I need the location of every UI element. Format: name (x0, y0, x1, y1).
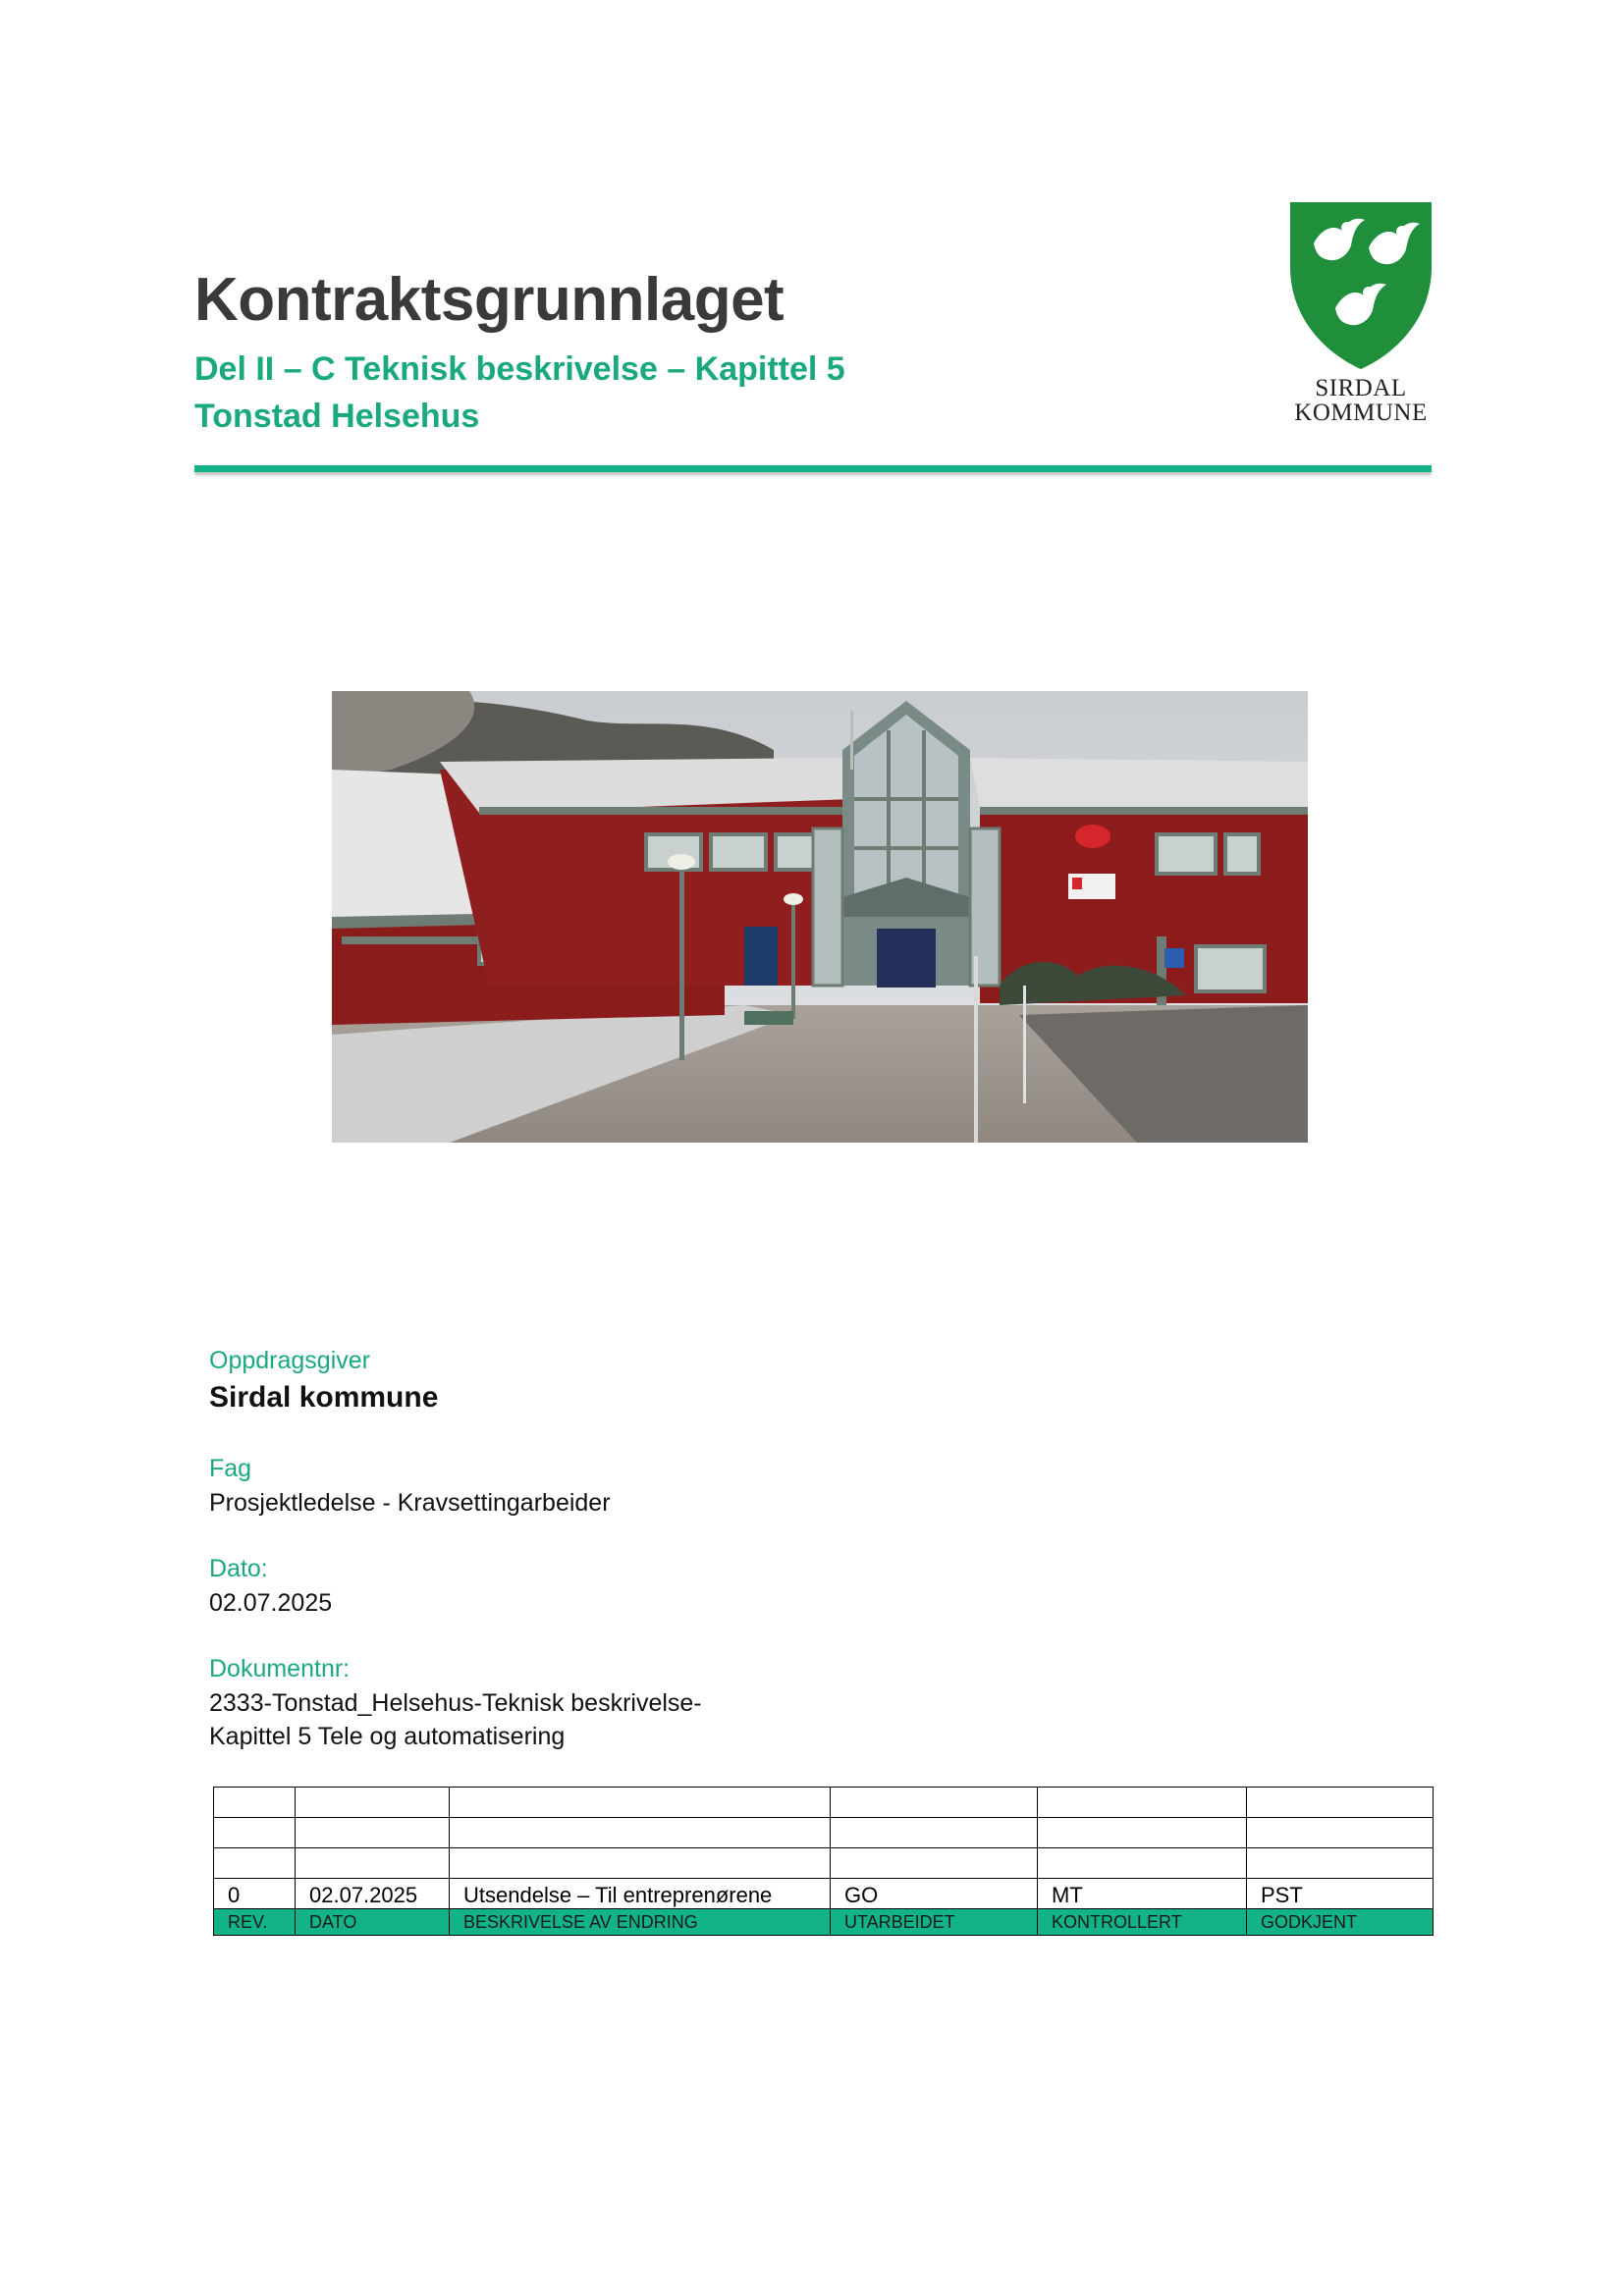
header-description: BESKRIVELSE AV ENDRING (450, 1909, 831, 1936)
revision-prepared-by: GO (831, 1879, 1038, 1909)
date-value: 02.07.2025 (209, 1589, 333, 1617)
document-number-line2: Kapittel 5 Tele og automatisering (209, 1723, 566, 1750)
header-prepared: UTARBEIDET (831, 1909, 1038, 1936)
table-cell (296, 1848, 450, 1879)
table-row (214, 1848, 1434, 1879)
document-number-line1: 2333-Tonstad_Helsehus-Teknisk beskrivelse- (209, 1689, 702, 1717)
table-cell (214, 1818, 296, 1848)
sirdal-kommune-logo (1286, 198, 1435, 425)
header-divider (194, 465, 1432, 472)
date-label: Dato: (209, 1555, 268, 1582)
logo-text-line2: KOMMUNE (1294, 400, 1428, 426)
header-checked: KONTROLLERT (1038, 1909, 1247, 1936)
header-date: DATO (296, 1909, 450, 1936)
document-number-label: Dokumentnr: (209, 1655, 351, 1682)
revision-description: Utsendelse – Til entreprenørene (450, 1879, 831, 1909)
table-cell (1247, 1788, 1434, 1818)
header-rev: REV. (214, 1909, 296, 1936)
table-cell (450, 1788, 831, 1818)
table-cell (1038, 1848, 1247, 1879)
building-photo (332, 691, 1308, 1143)
table-header-row (214, 1909, 1434, 1936)
table-cell (214, 1788, 296, 1818)
document-title: Kontraktsgrunnlaget (194, 266, 785, 334)
client-value: Sirdal kommune (209, 1381, 439, 1414)
revision-date: 02.07.2025 (296, 1879, 450, 1909)
table-cell (296, 1788, 450, 1818)
table-cell (296, 1818, 450, 1848)
table-cell (450, 1818, 831, 1848)
client-label: Oppdragsgiver (209, 1347, 370, 1374)
subject-value: Prosjektledelse - Kravsettingarbeider (209, 1489, 611, 1517)
coat-of-arms-icon (1286, 198, 1435, 371)
table-row (214, 1818, 1434, 1848)
table-cell (1247, 1848, 1434, 1879)
table-cell (1038, 1818, 1247, 1848)
table-cell (831, 1848, 1038, 1879)
table-cell (831, 1788, 1038, 1818)
revision-approved-by: PST (1247, 1879, 1434, 1909)
revision-number: 0 (214, 1879, 296, 1909)
revision-checked-by: MT (1038, 1879, 1247, 1909)
logo-text-line1: SIRDAL (1315, 375, 1407, 401)
table-cell (1038, 1788, 1247, 1818)
revision-table (213, 1787, 1434, 1936)
subject-label: Fag (209, 1455, 252, 1482)
project-name: Tonstad Helsehus (194, 398, 480, 435)
table-cell (214, 1848, 296, 1879)
document-subtitle: Del II – C Teknisk beskrivelse – Kapittel 5 (194, 350, 845, 388)
table-cell (1247, 1818, 1434, 1848)
table-row (214, 1879, 1434, 1909)
table-cell (450, 1848, 831, 1879)
table-row (214, 1788, 1434, 1818)
header-approved: GODKJENT (1247, 1909, 1434, 1936)
table-cell (831, 1818, 1038, 1848)
